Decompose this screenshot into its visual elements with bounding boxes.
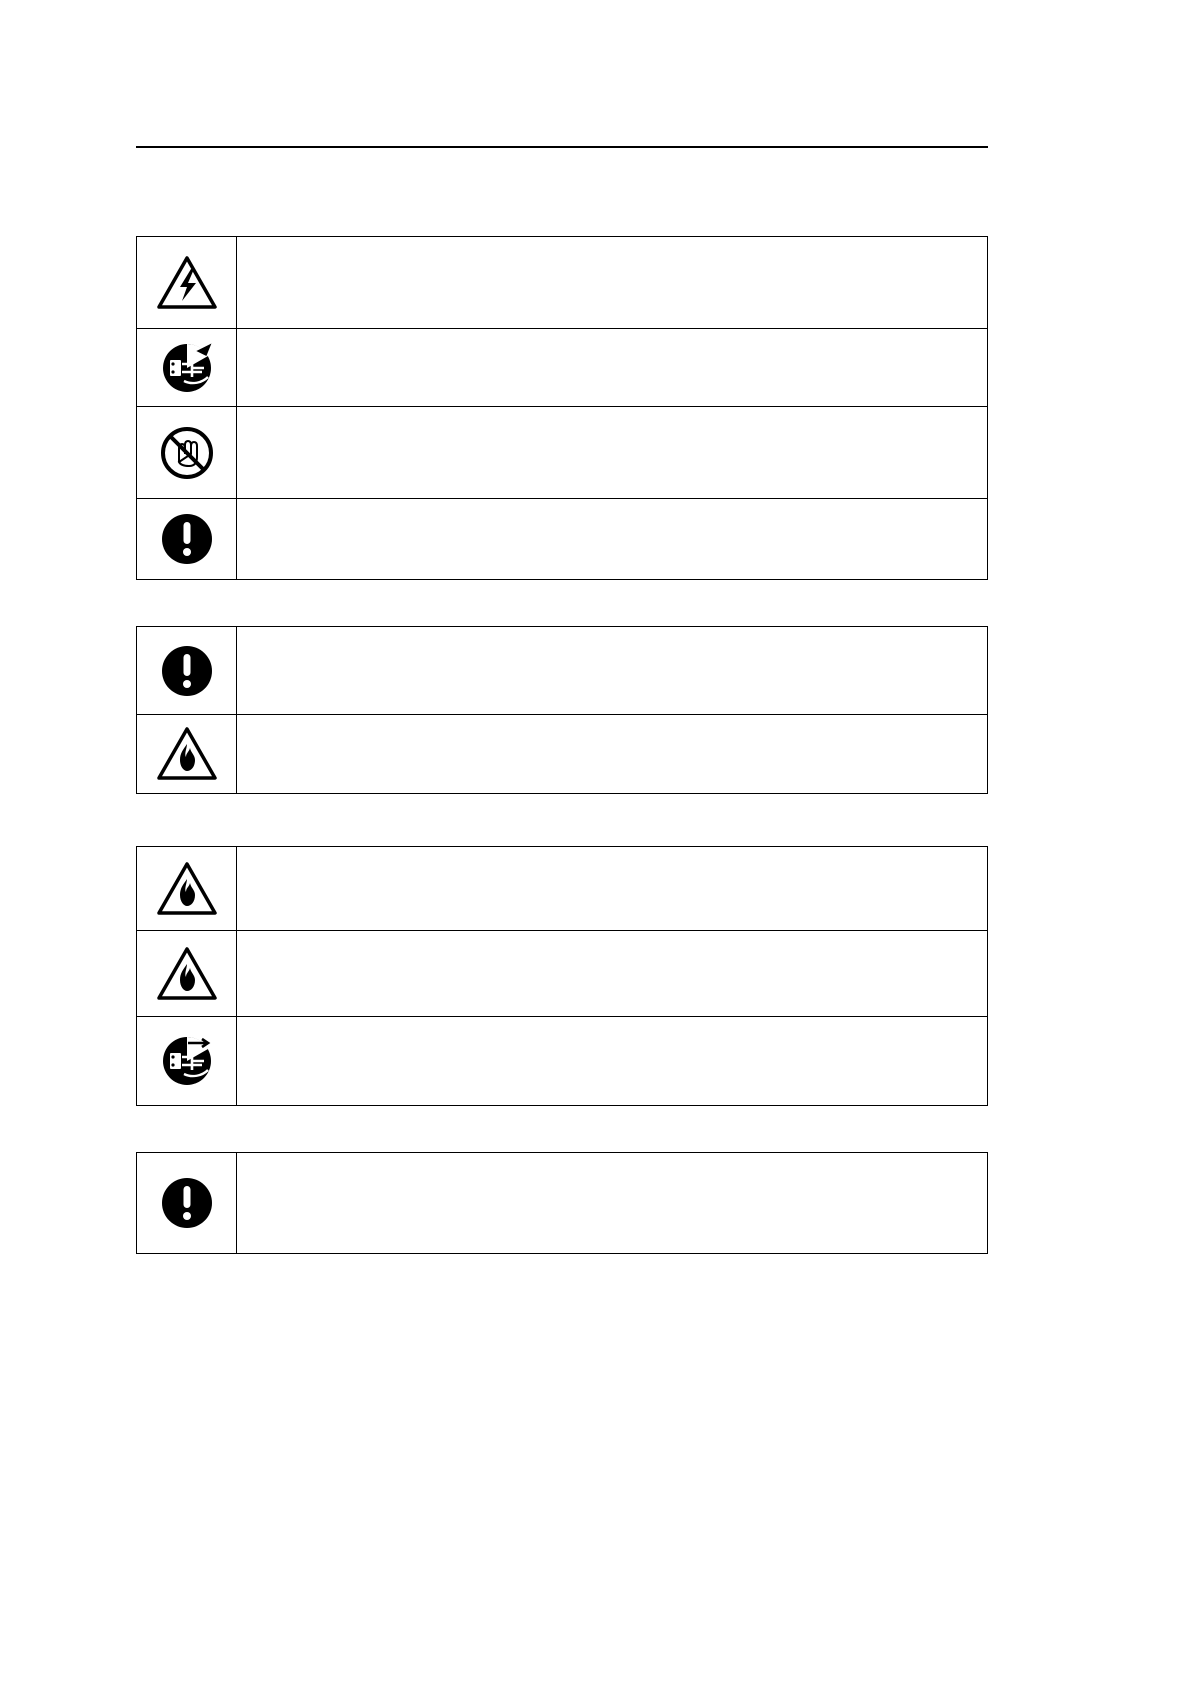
icon-cell [137,715,237,793]
table-row [137,1153,987,1253]
row-text [237,237,987,328]
icon-cell [137,407,237,498]
table-row [137,627,987,715]
header-divider-rule [136,146,988,148]
fire-hazard-warning-icon [156,726,218,782]
icon-cell [137,237,237,328]
icon-cell [137,329,237,406]
safety-table-section-1 [136,236,988,580]
table-row [137,715,987,793]
electric-shock-warning-icon [156,255,218,311]
row-text [237,407,987,498]
table-row [137,1017,987,1105]
table-row [137,329,987,407]
general-mandatory-action-icon [158,1174,216,1232]
icon-cell [137,847,237,930]
safety-table-section-4 [136,1152,988,1254]
icon-cell [137,1017,237,1105]
row-text [237,715,987,793]
do-not-touch-wet-hands-icon [157,424,217,482]
row-text [237,931,987,1016]
icon-cell [137,627,237,714]
row-text [237,1017,987,1105]
fire-hazard-warning-icon [156,946,218,1002]
unplug-power-cord-icon [158,341,216,395]
row-text [237,1153,987,1253]
safety-table-section-2 [136,626,988,794]
row-text [237,627,987,714]
general-mandatory-action-icon [158,510,216,568]
table-row [137,407,987,499]
table-row [137,931,987,1017]
fire-hazard-warning-icon [156,861,218,917]
table-row [137,237,987,329]
general-mandatory-action-icon [158,642,216,700]
row-text [237,499,987,579]
table-row [137,499,987,579]
safety-table-section-3 [136,846,988,1106]
icon-cell [137,931,237,1016]
unplug-power-cord-icon [158,1034,216,1088]
row-text [237,847,987,930]
row-text [237,329,987,406]
table-row [137,847,987,931]
icon-cell [137,1153,237,1253]
icon-cell [137,499,237,579]
